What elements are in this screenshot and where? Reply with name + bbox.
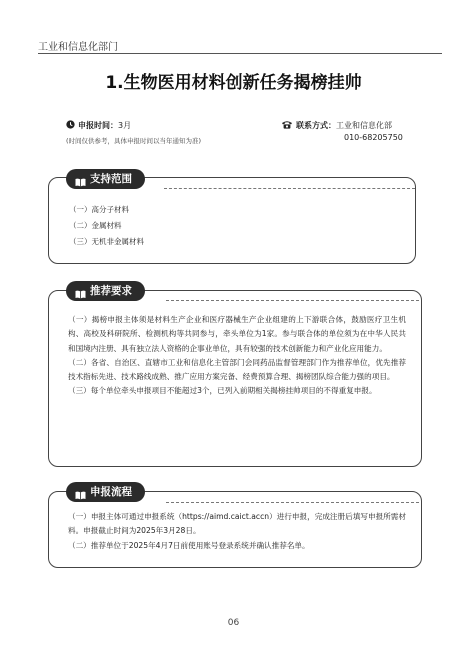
phone-icon — [281, 120, 293, 131]
page-number: 06 — [227, 618, 240, 628]
requirements-paragraph: （三）每个单位牵头申报项目不能超过3个，已列入前期相关揭榜挂帅项目的不得重复申报。 — [68, 386, 377, 396]
requirements-body — [68, 313, 406, 399]
scope-dash-line — [164, 188, 415, 190]
scope-item: （二）金属材料 — [69, 221, 122, 230]
scope-item: （三）无机非金属材料 — [69, 237, 144, 246]
page-title: 1.生物医用材料创新任务揭榜挂帅 — [105, 73, 362, 93]
process-dash-line — [166, 502, 419, 504]
scope-item: （一）高分子材料 — [69, 205, 129, 214]
date-value: 3月 — [118, 121, 132, 130]
book-icon — [75, 487, 86, 507]
book-icon — [75, 286, 86, 306]
header-org: 工业和信息化部门 — [38, 42, 118, 53]
submission-date — [66, 120, 131, 131]
header-divider — [38, 53, 442, 54]
contact-label: 联系方式： — [296, 121, 336, 130]
requirements-paragraph: （二）各省、自治区、直辖市工业和信息化主管部门会同药品监督管理部门作为推荐单位，优先推荐技术指标先进、技术路线成熟、推广应用方案完备、经费预算合理、揭榜团队综合能力强的项目。 — [68, 357, 406, 382]
contact-info — [281, 120, 392, 131]
contact-phone: 010-68205750 — [344, 133, 403, 142]
process-title-pill — [66, 482, 145, 502]
scope-title-pill — [66, 169, 145, 189]
process-title: 申报流程 — [90, 486, 132, 498]
date-label: 申报时间： — [78, 121, 118, 130]
contact-org: 工业和信息化部 — [336, 121, 392, 130]
book-icon — [75, 174, 86, 194]
requirements-dash-line — [166, 300, 419, 302]
process-paragraph: （一）申报主体可通过申报系统（https://aimd.caict.accn）进行申报，完成注册后填写申报所需材料。申报截止时间为2025年3月28日。 — [68, 512, 406, 536]
requirements-paragraph: （一）揭榜申报主体须是材料生产企业和医疗器械生产企业组建的上下游联合体，鼓励医疗卫生机构、高校及科研院所、检测机构等共同参与，牵头单位为1家。参与联合体的单位须为在中华人民共和国境内注册、具有独立法人资格的企事业单位，具有较强的技术创新能力和产业化应用能力。 — [68, 315, 406, 353]
date-note: (时间仅供参考，具体申报时间以当年通知为准) — [66, 137, 202, 145]
requirements-title: 推荐要求 — [90, 285, 132, 297]
clock-icon — [66, 120, 75, 131]
scope-title: 支持范围 — [90, 173, 132, 185]
process-paragraph: （二）推荐单位于2025年4月7日前使用账号登录系统并确认推荐名单。 — [68, 540, 310, 550]
requirements-title-pill — [66, 281, 145, 301]
process-body — [68, 510, 406, 553]
